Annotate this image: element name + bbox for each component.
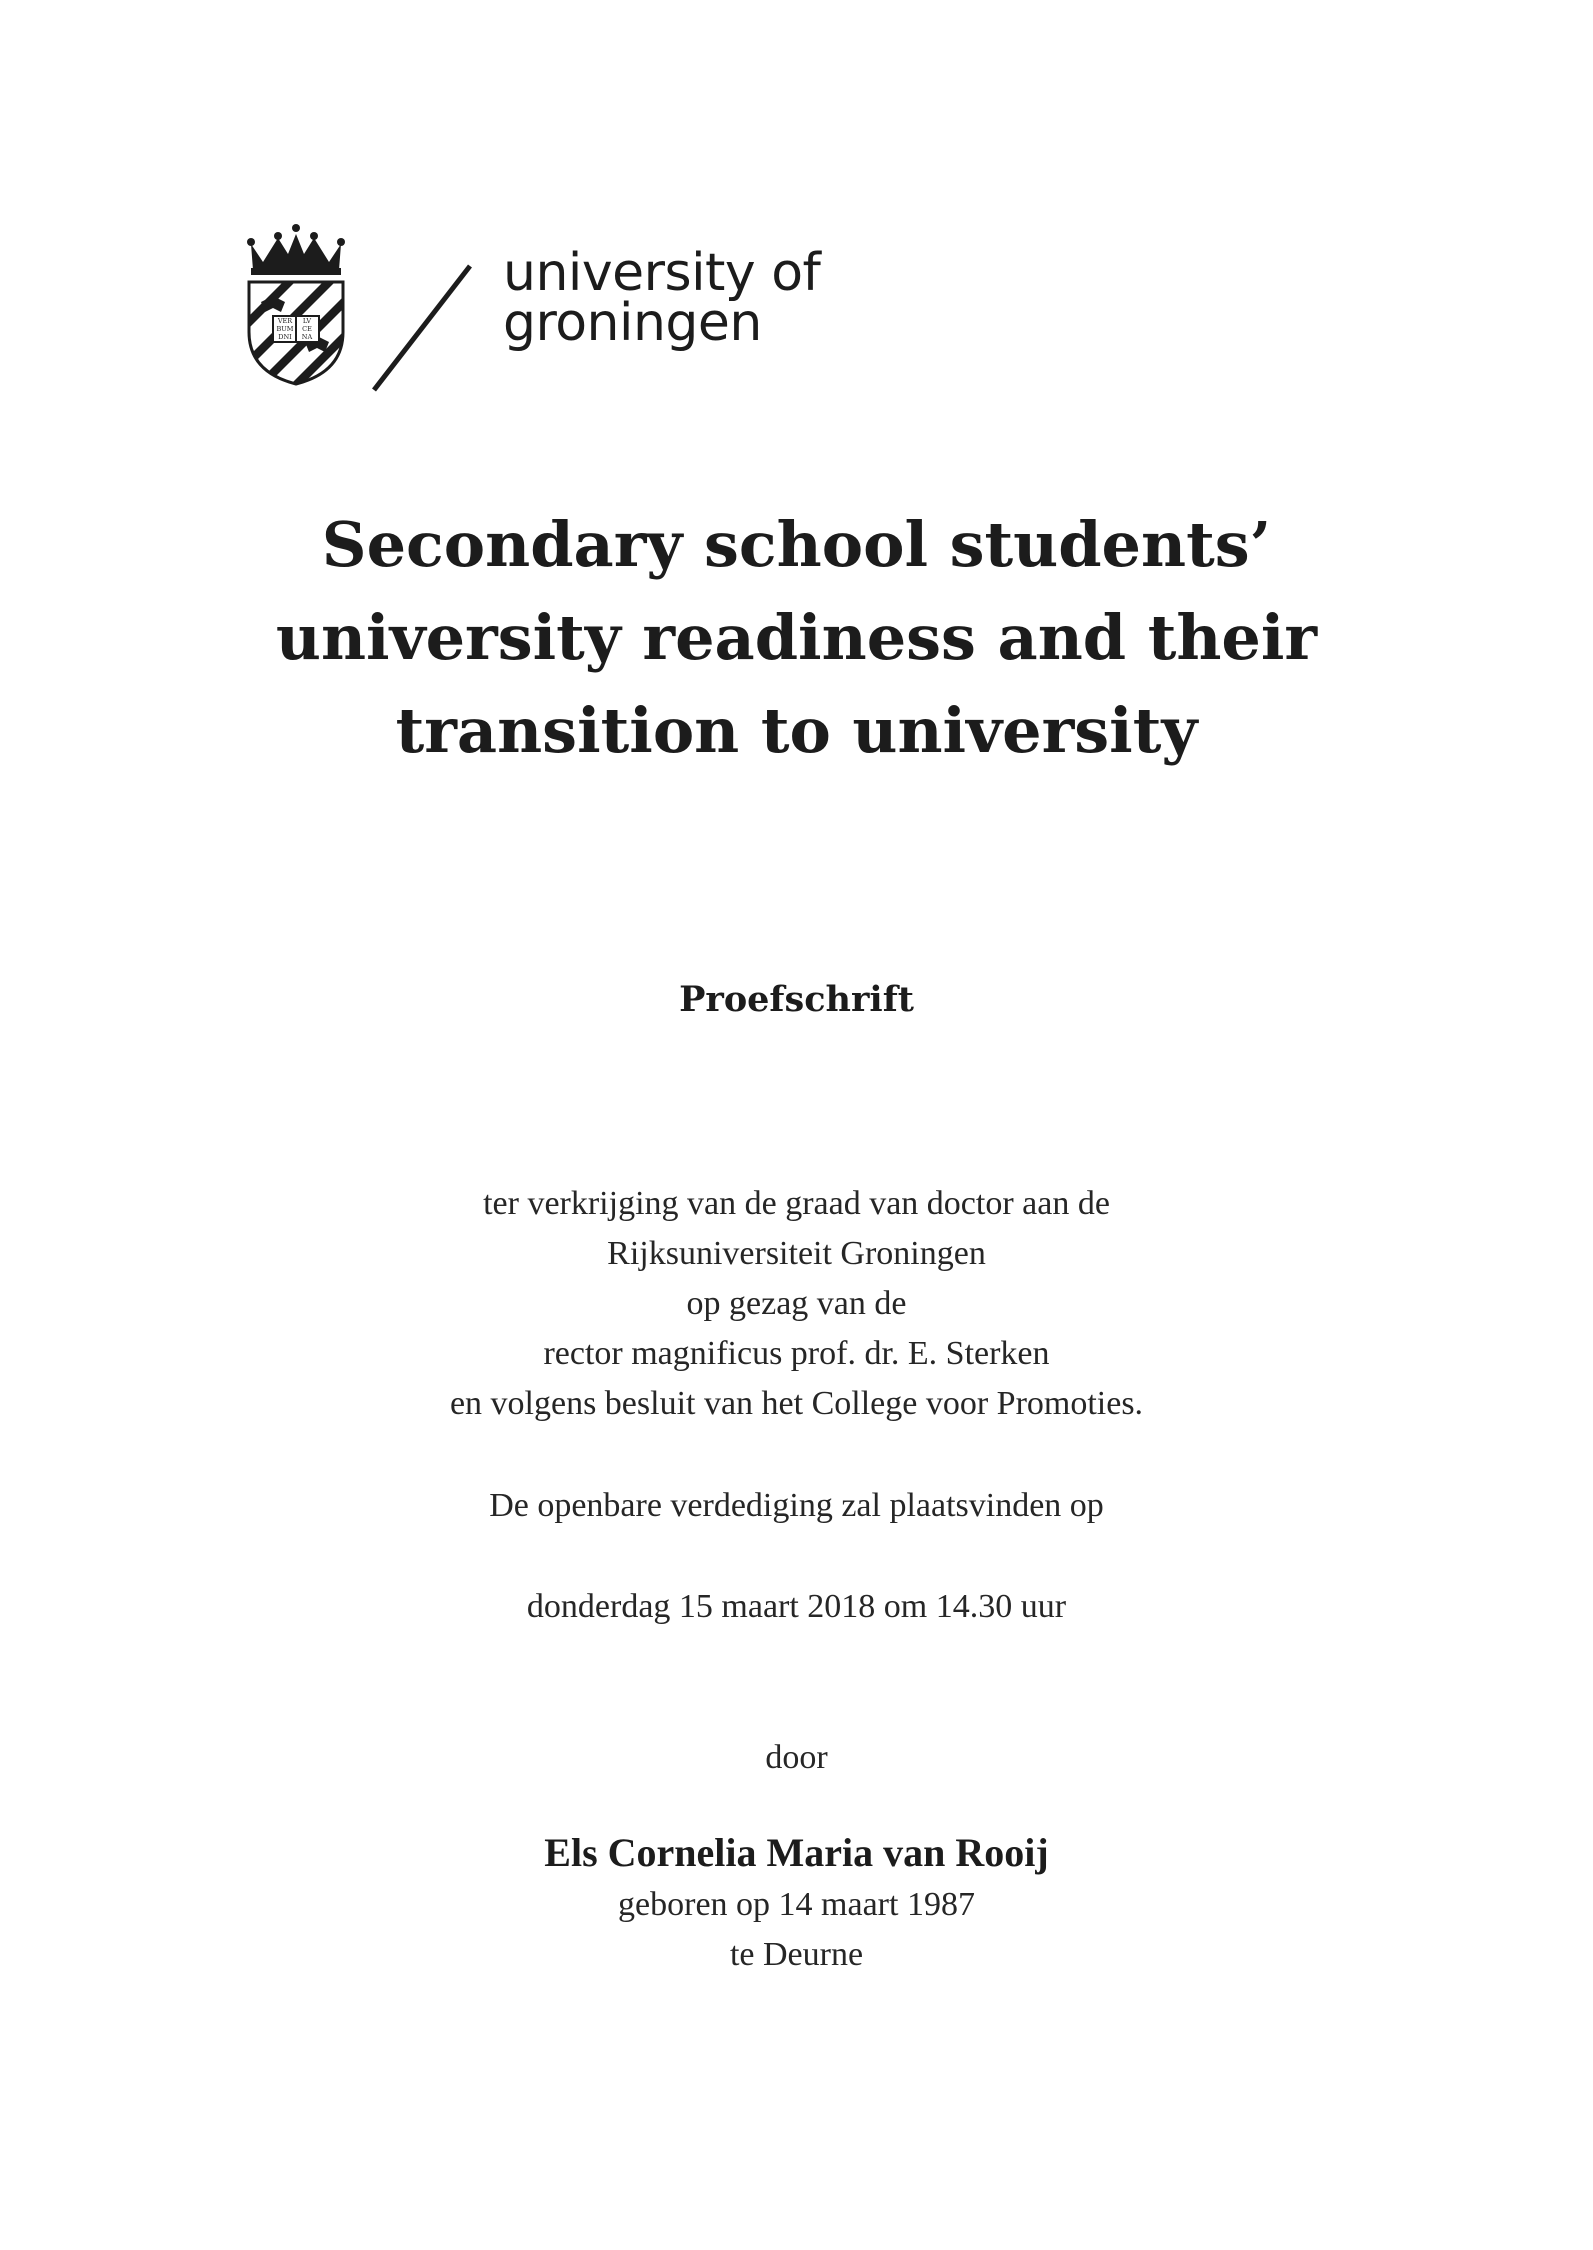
university-logo [243, 222, 863, 392]
degree-line-1: ter verkrijging van de graad van doctor aan de [483, 1185, 1110, 1222]
degree-statement [0, 1179, 1593, 1429]
degree-line-4: rector magnificus prof. dr. E. Sterken [543, 1335, 1050, 1372]
title-line-3: transition to university [395, 694, 1198, 767]
wordmark-line-1: university of [503, 243, 821, 303]
svg-text:DNI: DNI [278, 333, 292, 341]
defense-intro [0, 1481, 1593, 1531]
defense-intro-text: De openbare verdediging zal plaatsvinden op [489, 1487, 1104, 1524]
university-wordmark [503, 243, 821, 353]
title-line-2: university readiness and their [275, 601, 1318, 674]
author-birthdate: geboren op 14 maart 1987 [618, 1886, 975, 1923]
author-birthplace: te Deurne [729, 1936, 864, 1973]
svg-text:BUM: BUM [276, 325, 294, 333]
degree-line-3: op gezag van de [686, 1285, 907, 1322]
degree-line-5: en volgens besluit van het College voor Promoties. [449, 1385, 1144, 1422]
door-label [0, 1733, 1593, 1783]
defense-date-text: donderdag 15 maart 2018 om 14.30 uur [526, 1588, 1067, 1625]
university-crest-icon [243, 222, 349, 386]
logo-divider-slash [370, 264, 480, 394]
title-line-1: Secondary school students’ [321, 508, 1272, 581]
svg-text:CE: CE [302, 325, 312, 333]
author-details [0, 1880, 1593, 1980]
door-text: door [765, 1739, 828, 1776]
wordmark-line-2: groningen [503, 293, 762, 353]
svg-text:LV: LV [302, 317, 312, 325]
svg-text:VER: VER [277, 317, 293, 325]
proefschrift-heading: Proefschrift [679, 979, 914, 1020]
thesis-title [0, 498, 1593, 777]
defense-date [0, 1582, 1593, 1632]
author-name: Els Cornelia Maria van Rooij [544, 1830, 1049, 1875]
degree-line-2: Rijksuniversiteit Groningen [607, 1235, 986, 1272]
svg-text:NA: NA [301, 333, 313, 341]
